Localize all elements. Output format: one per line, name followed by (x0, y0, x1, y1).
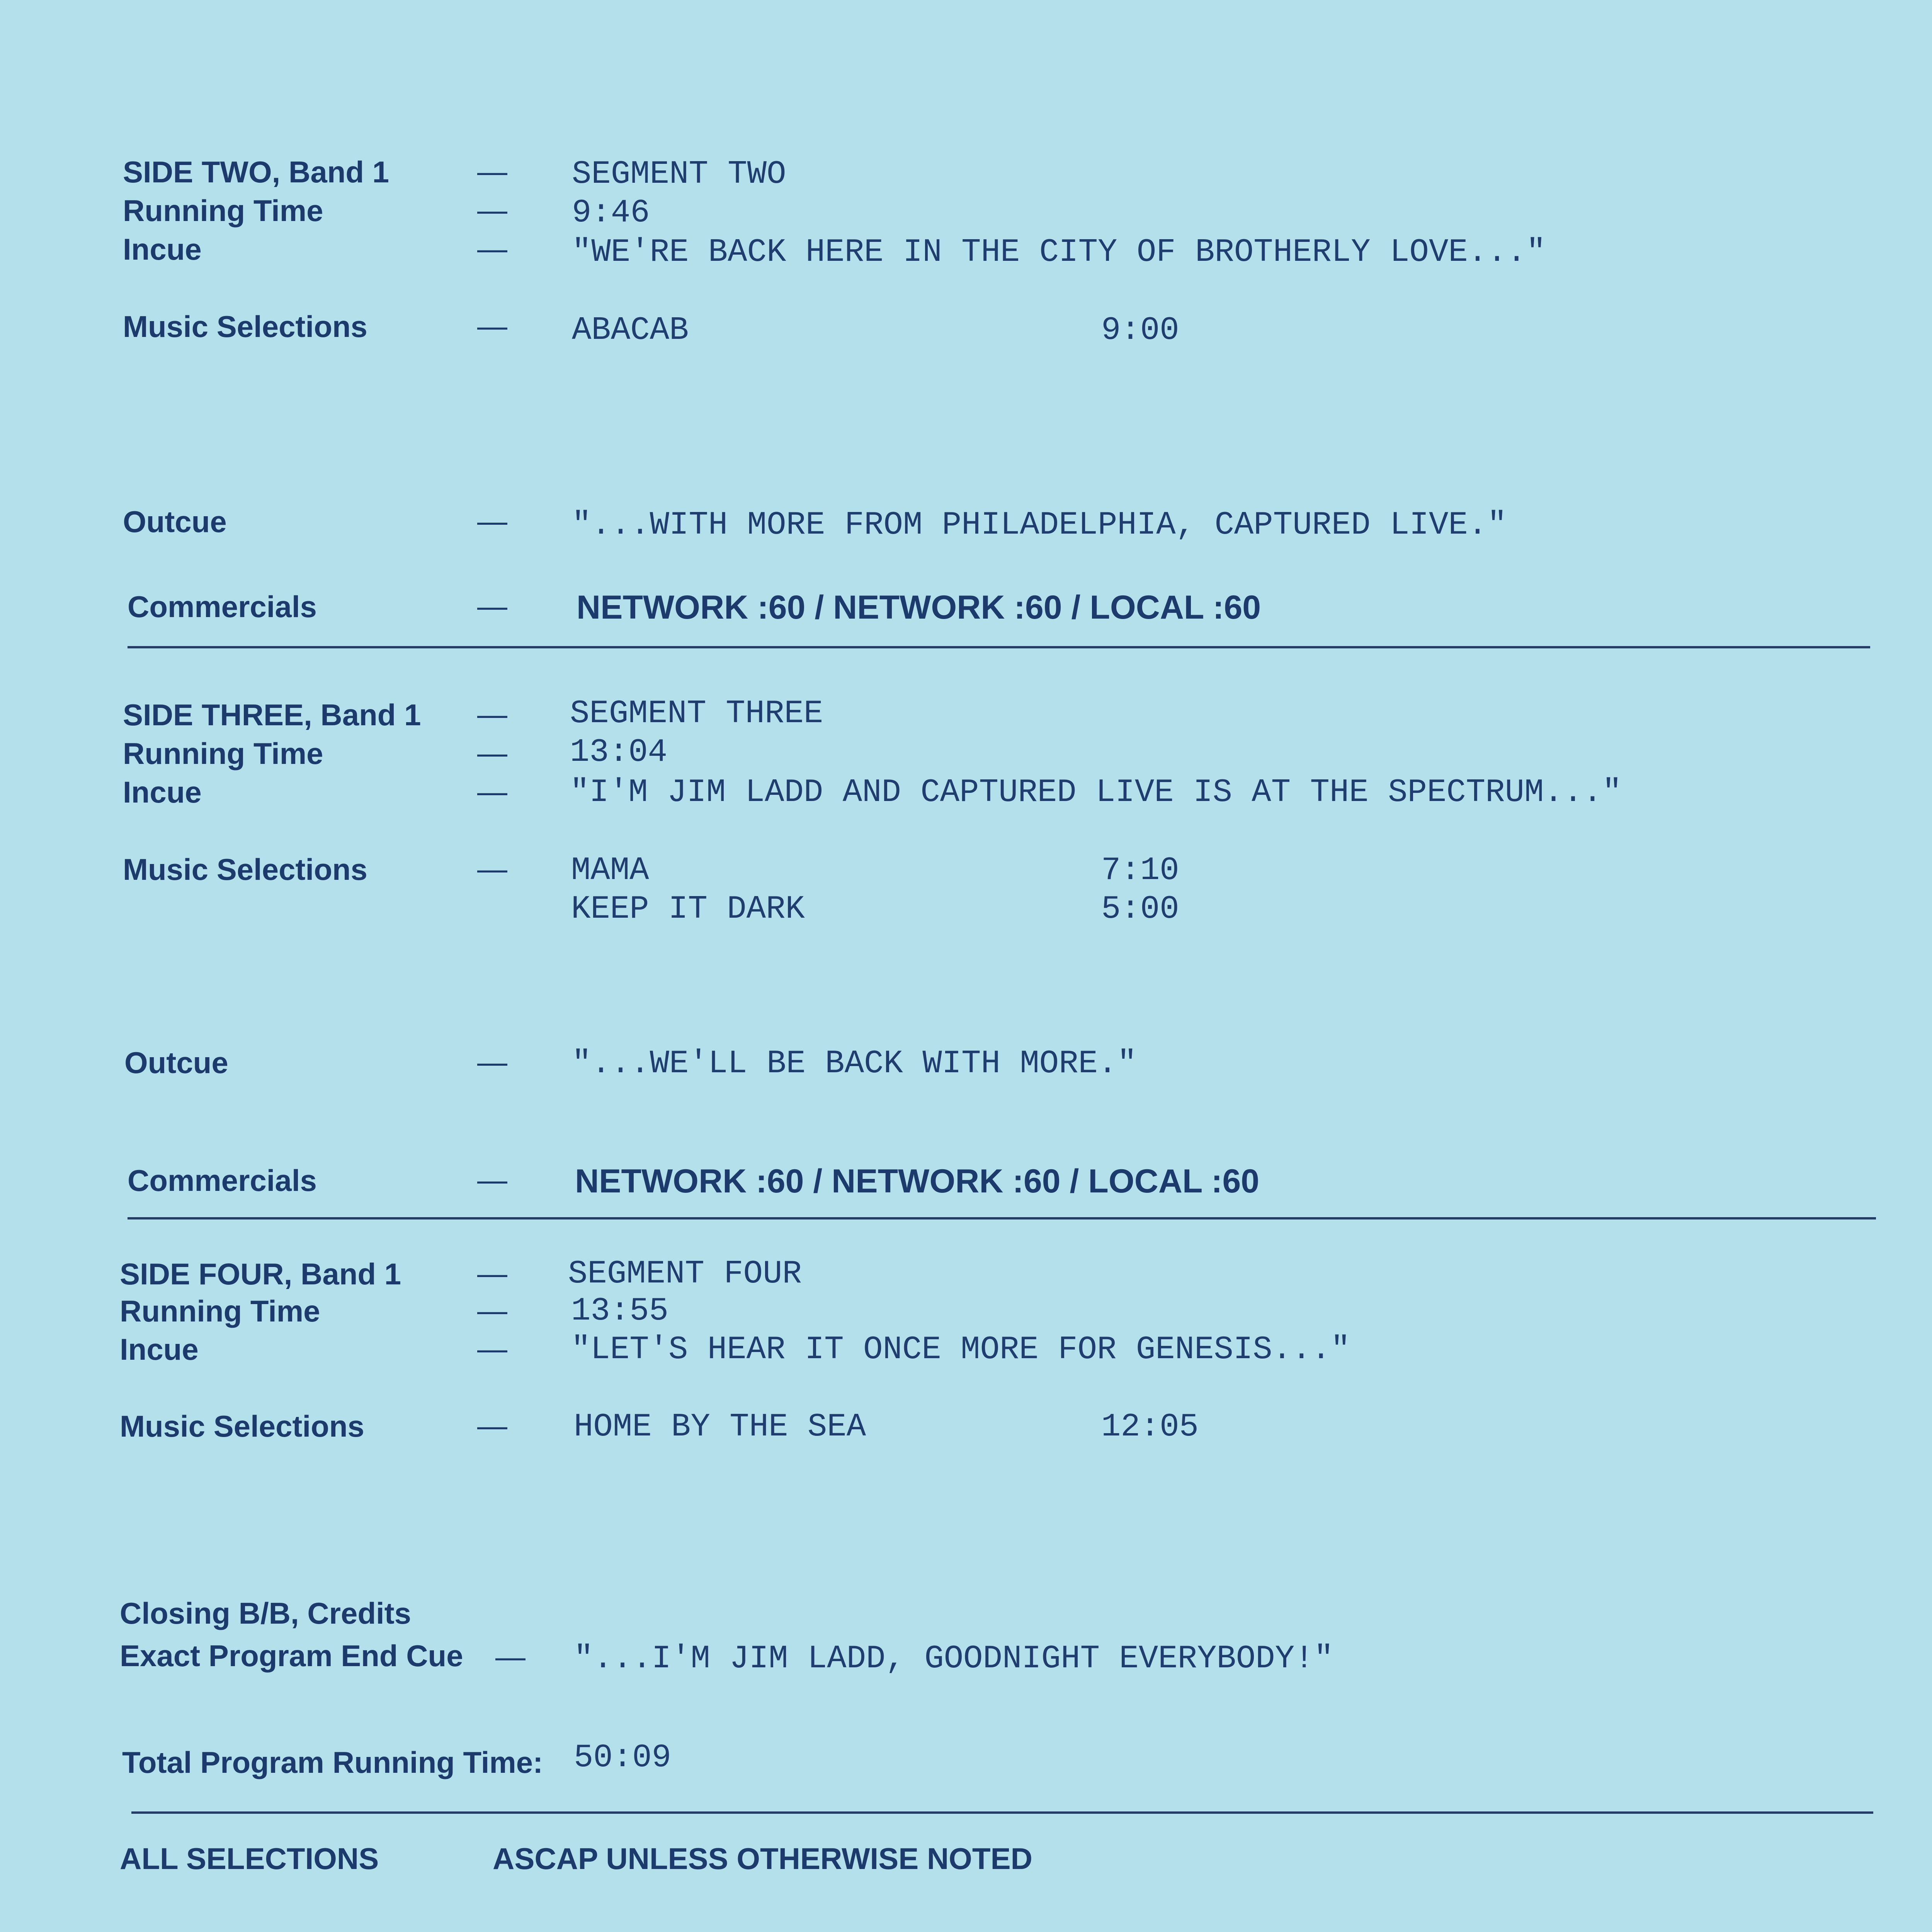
dash: — (477, 504, 507, 538)
running-time-label: Running Time (123, 194, 323, 228)
section-divider (128, 1217, 1876, 1219)
total-running-time-value: 50:09 (574, 1740, 672, 1776)
dash: — (495, 1639, 526, 1673)
incue-label: Incue (123, 775, 202, 809)
selection-title: KEEP IT DARK (571, 891, 805, 928)
outcue-label: Outcue (123, 505, 227, 539)
incue-label: Incue (123, 232, 202, 266)
selection-title: HOME BY THE SEA (574, 1409, 866, 1446)
selection-time: 7:10 (1101, 852, 1179, 889)
dash: — (477, 1408, 507, 1442)
end-cue-value: "...I'M JIM LADD, GOODNIGHT EVERYBODY!" (574, 1641, 1333, 1677)
commercials-label: Commercials (128, 590, 317, 624)
dash: — (477, 154, 507, 188)
music-selections-label: Music Selections (120, 1409, 364, 1443)
end-cue-label: Exact Program End Cue (120, 1639, 463, 1673)
dash: — (477, 1045, 507, 1079)
side-two-label: SIDE TWO, Band 1 (123, 155, 389, 189)
side-four-segment: SEGMENT FOUR (568, 1256, 802, 1293)
commercials-label: Commercials (128, 1163, 317, 1197)
dash: — (477, 1332, 507, 1366)
dash: — (477, 309, 507, 343)
licensing-right: ASCAP UNLESS OTHERWISE NOTED (493, 1842, 1032, 1876)
selection-time: 9:00 (1101, 312, 1179, 349)
dash: — (477, 852, 507, 886)
dash: — (477, 697, 507, 731)
running-time-label: Running Time (123, 736, 323, 770)
commercials-value: NETWORK :60 / NETWORK :60 / LOCAL :60 (577, 589, 1261, 626)
outcue-value: "...WE'LL BE BACK WITH MORE." (572, 1046, 1137, 1082)
music-selections-label: Music Selections (123, 310, 367, 344)
side-two-segment: SEGMENT TWO (572, 156, 786, 193)
dash: — (477, 1293, 507, 1327)
incue-value: "LET'S HEAR IT ONCE MORE FOR GENESIS..." (571, 1332, 1350, 1368)
commercials-value: NETWORK :60 / NETWORK :60 / LOCAL :60 (575, 1163, 1260, 1200)
dash: — (477, 1256, 507, 1290)
running-time-value: 9:46 (572, 195, 650, 231)
section-divider (131, 1811, 1873, 1814)
licensing-left: ALL SELECTIONS (120, 1842, 379, 1876)
dash: — (477, 589, 507, 623)
closing-credits-label: Closing B/B, Credits (120, 1596, 412, 1630)
music-selections-label: Music Selections (123, 852, 367, 886)
selection-time: 12:05 (1101, 1409, 1199, 1446)
side-three-segment: SEGMENT THREE (570, 696, 823, 732)
total-running-time-label: Total Program Running Time: (122, 1745, 543, 1779)
side-three-label: SIDE THREE, Band 1 (123, 698, 421, 732)
dash: — (477, 193, 507, 227)
dash: — (477, 1163, 507, 1197)
running-time-value: 13:04 (570, 734, 668, 771)
selection-title: ABACAB (572, 312, 689, 349)
outcue-value: "...WITH MORE FROM PHILADELPHIA, CAPTURED LIVE." (572, 507, 1507, 544)
dash: — (477, 736, 507, 770)
dash: — (477, 231, 507, 265)
incue-value: "I'M JIM LADD AND CAPTURED LIVE IS AT THE SPECTRUM..." (570, 774, 1622, 811)
dash: — (477, 774, 507, 808)
selection-time: 5:00 (1101, 891, 1179, 928)
side-four-label: SIDE FOUR, Band 1 (120, 1257, 401, 1291)
section-divider (128, 646, 1870, 648)
selection-title: MAMA (571, 852, 649, 889)
running-time-value: 13:55 (571, 1293, 669, 1330)
outcue-label: Outcue (124, 1046, 228, 1080)
running-time-label: Running Time (120, 1294, 320, 1328)
incue-label: Incue (120, 1332, 199, 1366)
incue-value: "WE'RE BACK HERE IN THE CITY OF BROTHERLY LOVE..." (572, 234, 1546, 271)
